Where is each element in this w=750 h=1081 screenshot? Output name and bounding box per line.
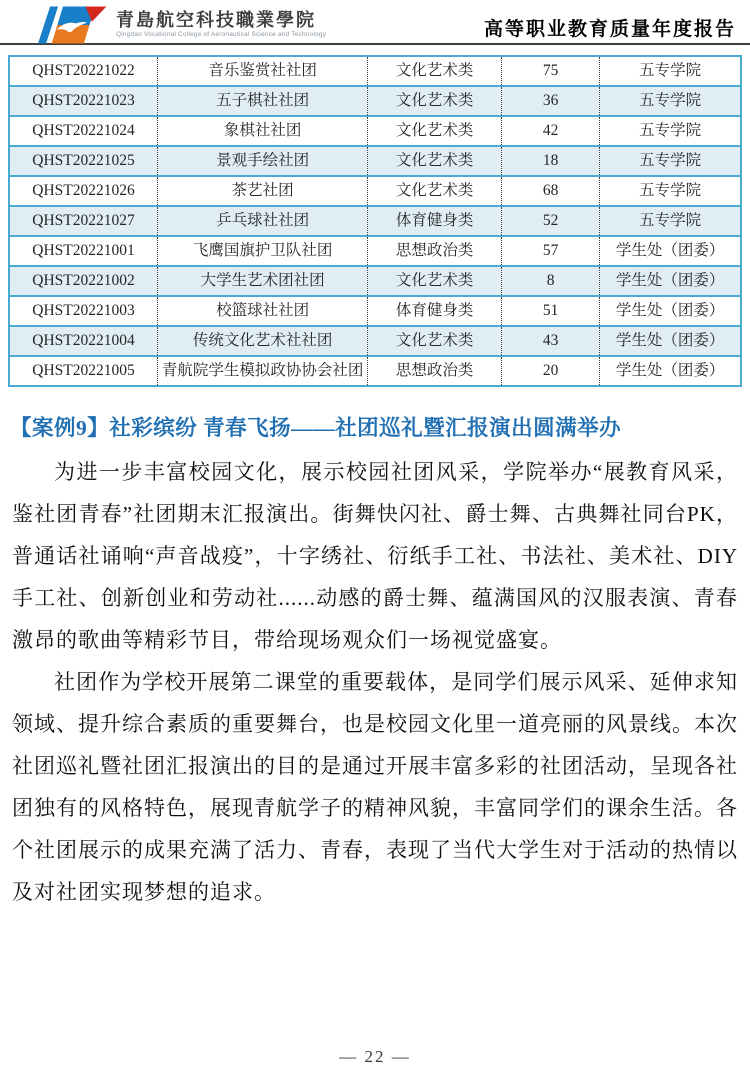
- cell-count: 36: [502, 86, 600, 116]
- cell-code: QHST20221026: [9, 176, 158, 206]
- cell-code: QHST20221025: [9, 146, 158, 176]
- club-table: [8, 55, 742, 387]
- cell-category: 文化艺术类: [368, 176, 502, 206]
- table-row: [9, 146, 741, 176]
- cell-name: 飞鹰国旗护卫队社团: [158, 236, 368, 266]
- cell-code: QHST20221023: [9, 86, 158, 116]
- cell-dept: 学生处（团委）: [600, 266, 741, 296]
- cell-dept: 五专学院: [600, 116, 741, 146]
- cell-code: QHST20221004: [9, 326, 158, 356]
- body-paragraphs: [12, 451, 738, 913]
- cell-code: QHST20221005: [9, 356, 158, 386]
- cell-category: 文化艺术类: [368, 326, 502, 356]
- table-row: [9, 56, 741, 86]
- case-heading: 【案例9】社彩缤纷 青春飞扬——社团巡礼暨汇报演出圆满举办: [10, 416, 622, 440]
- cell-dept: 五专学院: [600, 176, 741, 206]
- body-paragraph: 社团作为学校开展第二课堂的重要载体，是同学们展示风采、延伸求知领域、提升综合素质的重要舞台，也是校园文化里一道亮丽的风景线。本次社团巡礼暨社团汇报演出的目的是通过开展丰富多彩的社团活动，呈现各社团独有的风格特色，展现青航学子的精神风貌，丰富同学们的课余生活。各个社团展示的成果充满了活力、青春，表现了当代大学生对于活动的热情以及对社团实现梦想的追求。: [12, 670, 738, 904]
- table-row: [9, 326, 741, 356]
- cell-name: 茶艺社团: [158, 176, 368, 206]
- cell-name: 大学生艺术团社团: [158, 266, 368, 296]
- cell-code: QHST20221022: [9, 56, 158, 86]
- cell-name: 象棋社社团: [158, 116, 368, 146]
- cell-dept: 学生处（团委）: [600, 296, 741, 326]
- cell-count: 68: [502, 176, 600, 206]
- table-row: [9, 356, 741, 386]
- cell-count: 52: [502, 206, 600, 236]
- cell-category: 体育健身类: [368, 296, 502, 326]
- cell-category: 文化艺术类: [368, 86, 502, 116]
- cell-count: 42: [502, 116, 600, 146]
- cell-code: QHST20221002: [9, 266, 158, 296]
- college-brand: [0, 0, 326, 46]
- cell-count: 20: [502, 356, 600, 386]
- college-name-block: [116, 4, 326, 39]
- cell-count: 51: [502, 296, 600, 326]
- cell-count: 75: [502, 56, 600, 86]
- table-row: [9, 206, 741, 236]
- cell-code: QHST20221027: [9, 206, 158, 236]
- cell-category: 思想政治类: [368, 356, 502, 386]
- cell-code: QHST20221003: [9, 296, 158, 326]
- cell-category: 文化艺术类: [368, 146, 502, 176]
- cell-count: 8: [502, 266, 600, 296]
- cell-name: 音乐鉴赏社社团: [158, 56, 368, 86]
- cell-category: 体育健身类: [368, 206, 502, 236]
- page-header: [0, 0, 750, 45]
- cell-dept: 五专学院: [600, 146, 741, 176]
- college-name-en: Qingdao Vocational College of Aeronautical Science and Technology: [116, 31, 327, 38]
- cell-code: QHST20221024: [9, 116, 158, 146]
- college-name: 青島航空科技職業學院: [116, 10, 316, 30]
- table-row: [9, 236, 741, 266]
- cell-dept: 五专学院: [600, 86, 741, 116]
- cell-dept: 学生处（团委）: [600, 356, 741, 386]
- cell-name: 五子棋社社团: [158, 86, 368, 116]
- cell-code: QHST20221001: [9, 236, 158, 266]
- table-row: [9, 266, 741, 296]
- cell-name: 传统文化艺术社社团: [158, 326, 368, 356]
- cell-count: 57: [502, 236, 600, 266]
- table-row: [9, 176, 741, 206]
- report-title: 高等职业教育质量年度报告: [483, 19, 736, 40]
- cell-name: 景观手绘社团: [158, 146, 368, 176]
- cell-dept: 学生处（团委）: [600, 236, 741, 266]
- college-logo-icon: [34, 4, 108, 46]
- cell-dept: 五专学院: [600, 56, 741, 86]
- cell-category: 文化艺术类: [368, 266, 502, 296]
- table-row: [9, 116, 741, 146]
- cell-count: 18: [502, 146, 600, 176]
- cell-name: 青航院学生模拟政协协会社团: [158, 356, 368, 386]
- page-number: — 22 —: [339, 1047, 411, 1066]
- body-paragraph: 为进一步丰富校园文化，展示校园社团风采，学院举办“展教育风采，鉴社团青春”社团期末汇报演出。街舞快闪社、爵士舞、古典舞社同台PK，普通话社诵响“声音战疫”，十字绣社、衍纸手工社、书法社、美术社、DIY手工社、创新创业和劳动社......动感的爵士舞、蕴满国风的汉服表演、青春激昂的歌曲等精彩节目，带给现场观众们一场视觉盛宴。: [12, 460, 738, 652]
- club-table-section: [0, 45, 750, 387]
- club-table-body: [9, 56, 741, 386]
- cell-category: 文化艺术类: [368, 116, 502, 146]
- cell-category: 思想政治类: [368, 236, 502, 266]
- cell-count: 43: [502, 326, 600, 356]
- cell-dept: 五专学院: [600, 206, 741, 236]
- cell-name: 乒乓球社社团: [158, 206, 368, 236]
- cell-name: 校篮球社社团: [158, 296, 368, 326]
- cell-dept: 学生处（团委）: [600, 326, 741, 356]
- table-row: [9, 296, 741, 326]
- table-row: [9, 86, 741, 116]
- cell-category: 文化艺术类: [368, 56, 502, 86]
